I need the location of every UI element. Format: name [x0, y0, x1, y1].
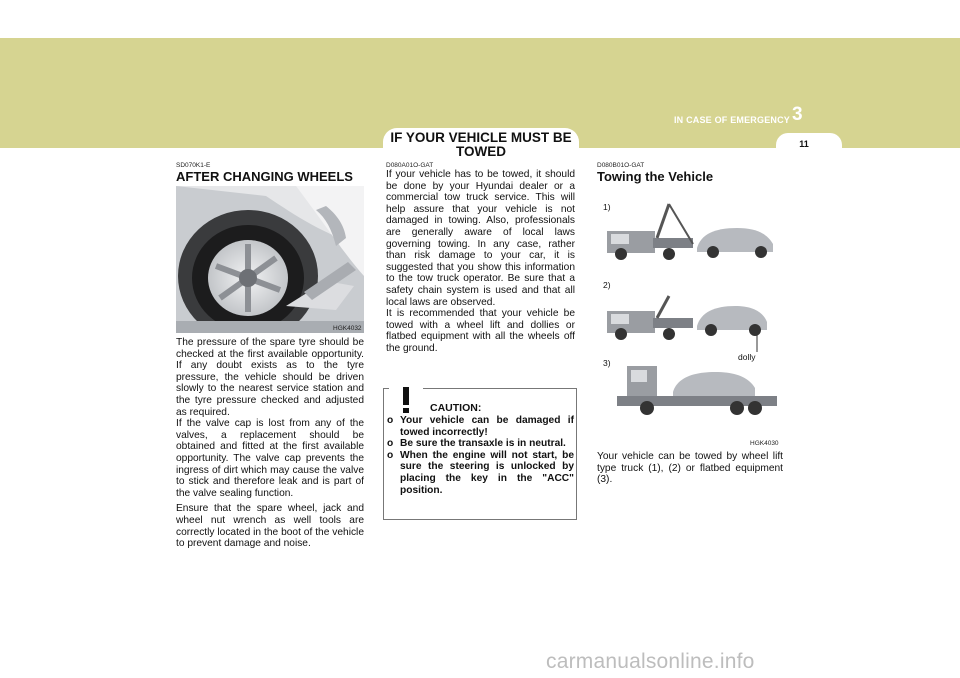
- list-item: o When the engine will not start, be sure the steering is unlocked by placing the key in the "ACC" position.: [387, 449, 574, 496]
- figure-label-1: 1): [603, 202, 611, 212]
- section-title: IF YOUR VEHICLE MUST BE TOWED: [390, 130, 572, 159]
- chapter-number: 3: [792, 104, 803, 125]
- caution-list: [387, 415, 574, 496]
- watermark: carmanualsonline.info: [546, 650, 755, 673]
- dolly-label: dolly: [738, 352, 756, 362]
- wheel-photo: [176, 186, 364, 333]
- wheel-lift-truck-2: [607, 296, 767, 352]
- list-item: o Be sure the transaxle is in neutral.: [387, 438, 566, 450]
- section-code: D080B01O-GAT: [597, 162, 645, 169]
- figure-label-3: 3): [603, 358, 611, 368]
- section-code: SD070K1-E: [176, 162, 211, 169]
- middle-column: [386, 162, 575, 355]
- left-column-body: [176, 337, 364, 550]
- chapter-title: IN CASE OF EMERGENCY: [673, 115, 790, 125]
- figure-label-2: 2): [603, 280, 611, 290]
- flatbed-truck-3: [617, 366, 777, 415]
- wheel-lift-truck-1: [607, 204, 773, 260]
- right-column-body: [597, 451, 783, 486]
- paragraph: It is recommended that your vehicle be towed with a wheel lift and dollies or flatbed equipment with all the wheels off the ground.: [386, 308, 575, 354]
- image-code: HGK4032: [333, 325, 362, 332]
- section-heading: Towing the Vehicle: [597, 169, 714, 184]
- right-column-header: [597, 162, 783, 184]
- left-column-header: [176, 162, 364, 184]
- paragraph: If the valve cap is lost from any of the valves, a replacement should be obtained and fitted at the first available opportunity. The valve cap prevents the ingress of dirt which may cause the valve to stick and therefore leak and is part of the valve sealing function.: [176, 418, 364, 499]
- paragraph: The pressure of the spare tyre should be checked at the first available opportunity. If any doubt exists as to the tyre pressure, the vehicle should be driven slowly to the nearest service station and the tyre pressure checked and adjusted as required.: [176, 337, 364, 418]
- section-code: D080A01O-GAT: [386, 162, 434, 169]
- list-item: o Your vehicle can be damaged if towed incorrectly!: [387, 415, 574, 438]
- section-heading: AFTER CHANGING WHEELS: [176, 169, 353, 184]
- paragraph: Your vehicle can be towed by wheel lift type truck (1), (2) or flatbed equipment (3).: [597, 451, 783, 486]
- paragraph: If your vehicle has to be towed, it should be done by your Hyundai dealer or a commercial tow truck service. This will help assure that your vehicle is not damaged in towing. Also, professionals are generally aware of local laws governing towing. In any case, rather than risk damage to your car, it is suggested that you show this information to the tow truck operator. Be sure that a safety chain system is used and that all local laws are observed.: [386, 169, 575, 308]
- paragraph: Ensure that the spare wheel, jack and wheel nut wrench as well tools are correctly located in the boot of the vehicle to prevent damage and noise.: [176, 503, 364, 550]
- caution-title: CAUTION:: [430, 402, 482, 414]
- warning-exclamation-icon: [389, 384, 423, 414]
- towing-illustration: [597, 186, 783, 448]
- tow-trucks-drawing: [597, 186, 783, 448]
- page-number: 11: [799, 139, 809, 149]
- wheel-illustration: [176, 186, 364, 333]
- image-code: HGK4030: [750, 440, 779, 447]
